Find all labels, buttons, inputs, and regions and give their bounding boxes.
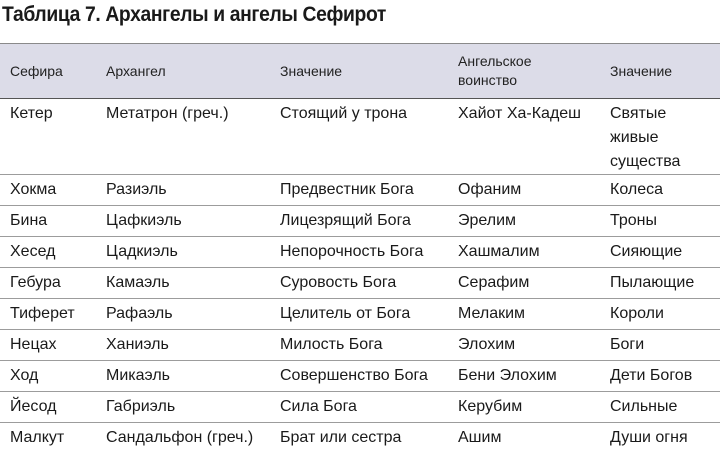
host-meaning-cell: Колеса bbox=[600, 175, 720, 206]
header-meaning: Значение bbox=[270, 44, 448, 99]
host-meaning-cell: Души огня bbox=[610, 429, 688, 446]
angelic-host-cell: Серафим bbox=[448, 268, 600, 299]
sefira-cell: Тиферет bbox=[0, 299, 96, 330]
sefira-cell: Хокма bbox=[0, 175, 96, 206]
meaning-cell: Целитель от Бога bbox=[270, 299, 448, 330]
header-host-meaning: Значение bbox=[600, 44, 720, 99]
meaning-cell: Сила Бога bbox=[270, 392, 448, 423]
angelic-host-cell: Офаним bbox=[448, 175, 600, 206]
meaning-cell: Милость Бога bbox=[270, 330, 448, 361]
meaning-cell: Суровость Бога bbox=[270, 268, 448, 299]
archangel-cell: Сандальфон (греч.) bbox=[106, 429, 254, 446]
archangel-cell: Микаэль bbox=[96, 361, 270, 392]
host-meaning-cell: Короли bbox=[600, 299, 720, 330]
table-row bbox=[0, 99, 720, 175]
archangel-cell: Камаэль bbox=[96, 268, 270, 299]
archangel-cell: Цадкиэль bbox=[96, 237, 270, 268]
angelic-host-cell: Хайот Ха-Кадеш bbox=[448, 99, 600, 175]
meaning-cell: Лицезрящий Бога bbox=[270, 206, 448, 237]
table-row bbox=[0, 392, 720, 423]
meaning-cell: Стоящий у трона bbox=[270, 99, 448, 175]
table-row bbox=[0, 206, 720, 237]
meaning-cell: Непорочность Бога bbox=[270, 237, 448, 268]
angelic-host-cell: Ашим bbox=[458, 429, 502, 446]
sefira-cell: Ход bbox=[0, 361, 96, 392]
sefira-cell: Бина bbox=[0, 206, 96, 237]
table-caption: Таблица 7. Архангелы и ангелы Сефирот bbox=[2, 3, 387, 26]
host-meaning-cell: Святые живые существа bbox=[600, 99, 720, 175]
sefira-cell: Йесод bbox=[0, 392, 96, 423]
sefira-cell: Нецах bbox=[0, 330, 96, 361]
meaning-cell: Совершенство Бога bbox=[270, 361, 448, 392]
angelic-host-cell: Керубим bbox=[448, 392, 600, 423]
table-row bbox=[0, 299, 720, 330]
angelic-host-cell: Элохим bbox=[448, 330, 600, 361]
header-sefira: Сефира bbox=[0, 44, 96, 99]
host-meaning-cell: Пылающие bbox=[600, 268, 720, 299]
angelic-host-cell: Хашмалим bbox=[448, 237, 600, 268]
archangel-cell: Цафкиэль bbox=[96, 206, 270, 237]
table-row bbox=[0, 237, 720, 268]
archangel-cell: Разиэль bbox=[96, 175, 270, 206]
archangel-cell: Метатрон (греч.) bbox=[96, 99, 270, 175]
sefira-cell: Малкут bbox=[10, 429, 65, 446]
sefirot-table bbox=[0, 43, 720, 454]
archangel-cell: Ханиэль bbox=[96, 330, 270, 361]
meaning-cell: Предвестник Бога bbox=[270, 175, 448, 206]
header-archangel: Архангел bbox=[96, 44, 270, 99]
sefira-cell: Хесед bbox=[0, 237, 96, 268]
sefira-cell: Кетер bbox=[0, 99, 96, 175]
host-meaning-cell: Боги bbox=[600, 330, 720, 361]
table-row bbox=[0, 423, 720, 454]
table-header-row bbox=[0, 44, 720, 99]
table-row bbox=[0, 330, 720, 361]
header-angelic-host: Ангельское воинство bbox=[448, 44, 600, 99]
table-row bbox=[0, 361, 720, 392]
table-row bbox=[0, 268, 720, 299]
host-meaning-cell: Дети Богов bbox=[600, 361, 720, 392]
host-meaning-cell: Сияющие bbox=[600, 237, 720, 268]
angelic-host-cell: Бени Элохим bbox=[448, 361, 600, 392]
angelic-host-cell: Эрелим bbox=[448, 206, 600, 237]
sefira-cell: Гебура bbox=[0, 268, 96, 299]
meaning-cell: Брат или сестра bbox=[280, 429, 402, 446]
table-row bbox=[0, 175, 720, 206]
host-meaning-cell: Троны bbox=[600, 206, 720, 237]
archangel-cell: Рафаэль bbox=[96, 299, 270, 330]
angelic-host-cell: Мелаким bbox=[448, 299, 600, 330]
host-meaning-cell: Сильные bbox=[600, 392, 720, 423]
archangel-cell: Габриэль bbox=[96, 392, 270, 423]
